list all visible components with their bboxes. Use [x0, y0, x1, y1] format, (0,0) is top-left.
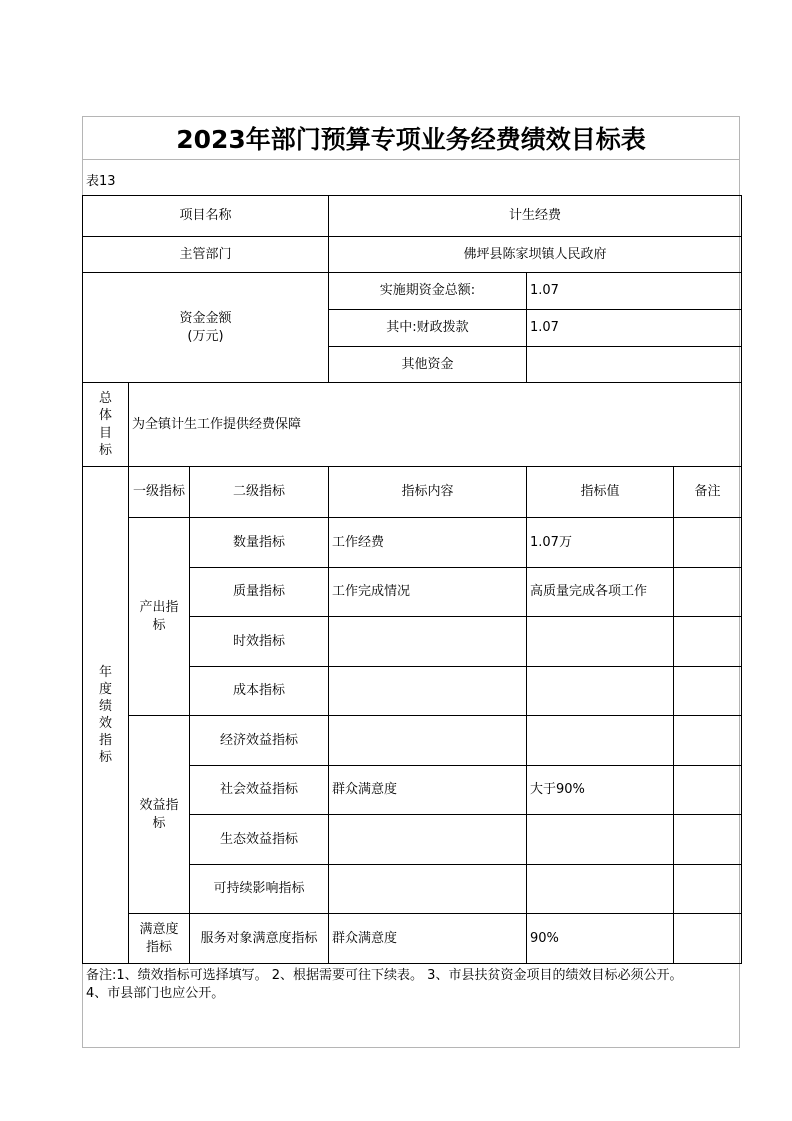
content-cell: 工作完成情况: [329, 568, 527, 617]
table-number: 表13: [86, 174, 116, 189]
header-remark: 备注: [674, 467, 742, 518]
page-title: 2023年部门预算专项业务经费绩效目标表: [82, 116, 740, 160]
header-content: 指标内容: [329, 467, 527, 518]
footnote-line: 备注:1、绩效指标可选择填写。 2、根据需要可往下续表。 3、市县扶贫资金项目的绩效目标必须公开。: [86, 968, 683, 983]
funds-unit: (万元): [187, 328, 224, 344]
level2-cell: 质量指标: [190, 568, 329, 617]
value-cell: [527, 865, 674, 914]
content-cell: [329, 716, 527, 766]
remark-cell: [674, 766, 742, 815]
remark-cell: [674, 518, 742, 568]
funds-label-cell: [83, 273, 329, 383]
table-row: [83, 196, 742, 237]
table-row: [83, 518, 742, 568]
content-cell: [329, 617, 527, 667]
table-row: [83, 716, 742, 766]
remark-cell: [674, 815, 742, 865]
level2-cell: 服务对象满意度指标: [190, 914, 329, 964]
remark-cell: [674, 617, 742, 667]
level2-cell: 社会效益指标: [190, 766, 329, 815]
remark-cell: [674, 716, 742, 766]
remark-cell: [674, 568, 742, 617]
content-cell: 工作经费: [329, 518, 527, 568]
benefit-indicator-label: 效益指标: [129, 716, 190, 914]
footnote-line: 4、市县部门也应公开。: [86, 986, 225, 1002]
remark-cell: [674, 914, 742, 964]
remark-cell: [674, 865, 742, 914]
overall-goal-label: 总体目标: [83, 383, 129, 467]
satisfaction-indicator-label: 满意度指标: [129, 914, 190, 964]
level2-cell: 可持续影响指标: [190, 865, 329, 914]
header-level2: 二级指标: [190, 467, 329, 518]
header-value: 指标值: [527, 467, 674, 518]
header-level1: 一级指标: [129, 467, 190, 518]
level2-cell: 成本指标: [190, 667, 329, 716]
level2-cell: 数量指标: [190, 518, 329, 568]
level2-cell: 经济效益指标: [190, 716, 329, 766]
other-funds-value: [527, 347, 742, 383]
other-funds-label: 其他资金: [329, 347, 527, 383]
value-cell: 90%: [527, 914, 674, 964]
content-cell: 群众满意度: [329, 914, 527, 964]
content-cell: 群众满意度: [329, 766, 527, 815]
value-cell: 1.07万: [527, 518, 674, 568]
value-cell: [527, 667, 674, 716]
table-row: [83, 273, 742, 310]
level2-cell: 生态效益指标: [190, 815, 329, 865]
performance-table: [82, 195, 742, 964]
content-cell: [329, 815, 527, 865]
table-row: [83, 383, 742, 467]
footnote: [86, 967, 736, 1003]
level2-cell: 时效指标: [190, 617, 329, 667]
fiscal-funds-label: 其中:财政拨款: [329, 310, 527, 347]
value-cell: 大于90%: [527, 766, 674, 815]
overall-goal-text: 为全镇计生工作提供经费保障: [129, 383, 742, 467]
value-cell: [527, 716, 674, 766]
annual-indicators-label: 年度绩效指标: [83, 467, 129, 964]
funds-label: 资金金额: [179, 310, 232, 326]
table-row: [83, 467, 742, 518]
content-cell: [329, 667, 527, 716]
remark-cell: [674, 667, 742, 716]
value-cell: [527, 815, 674, 865]
total-funds-label: 实施期资金总额:: [329, 273, 527, 310]
value-cell: [527, 617, 674, 667]
table-row: [83, 914, 742, 964]
table-row: [83, 237, 742, 273]
content-cell: [329, 865, 527, 914]
output-indicator-label: 产出指标: [129, 518, 190, 716]
fiscal-funds-value: 1.07: [527, 310, 742, 347]
total-funds-value: 1.07: [527, 273, 742, 310]
project-name-value: 计生经费: [329, 196, 742, 237]
dept-value: 佛坪县陈家坝镇人民政府: [329, 237, 742, 273]
project-name-label: 项目名称: [83, 196, 329, 237]
value-cell: 高质量完成各项工作: [527, 568, 674, 617]
dept-label: 主管部门: [83, 237, 329, 273]
